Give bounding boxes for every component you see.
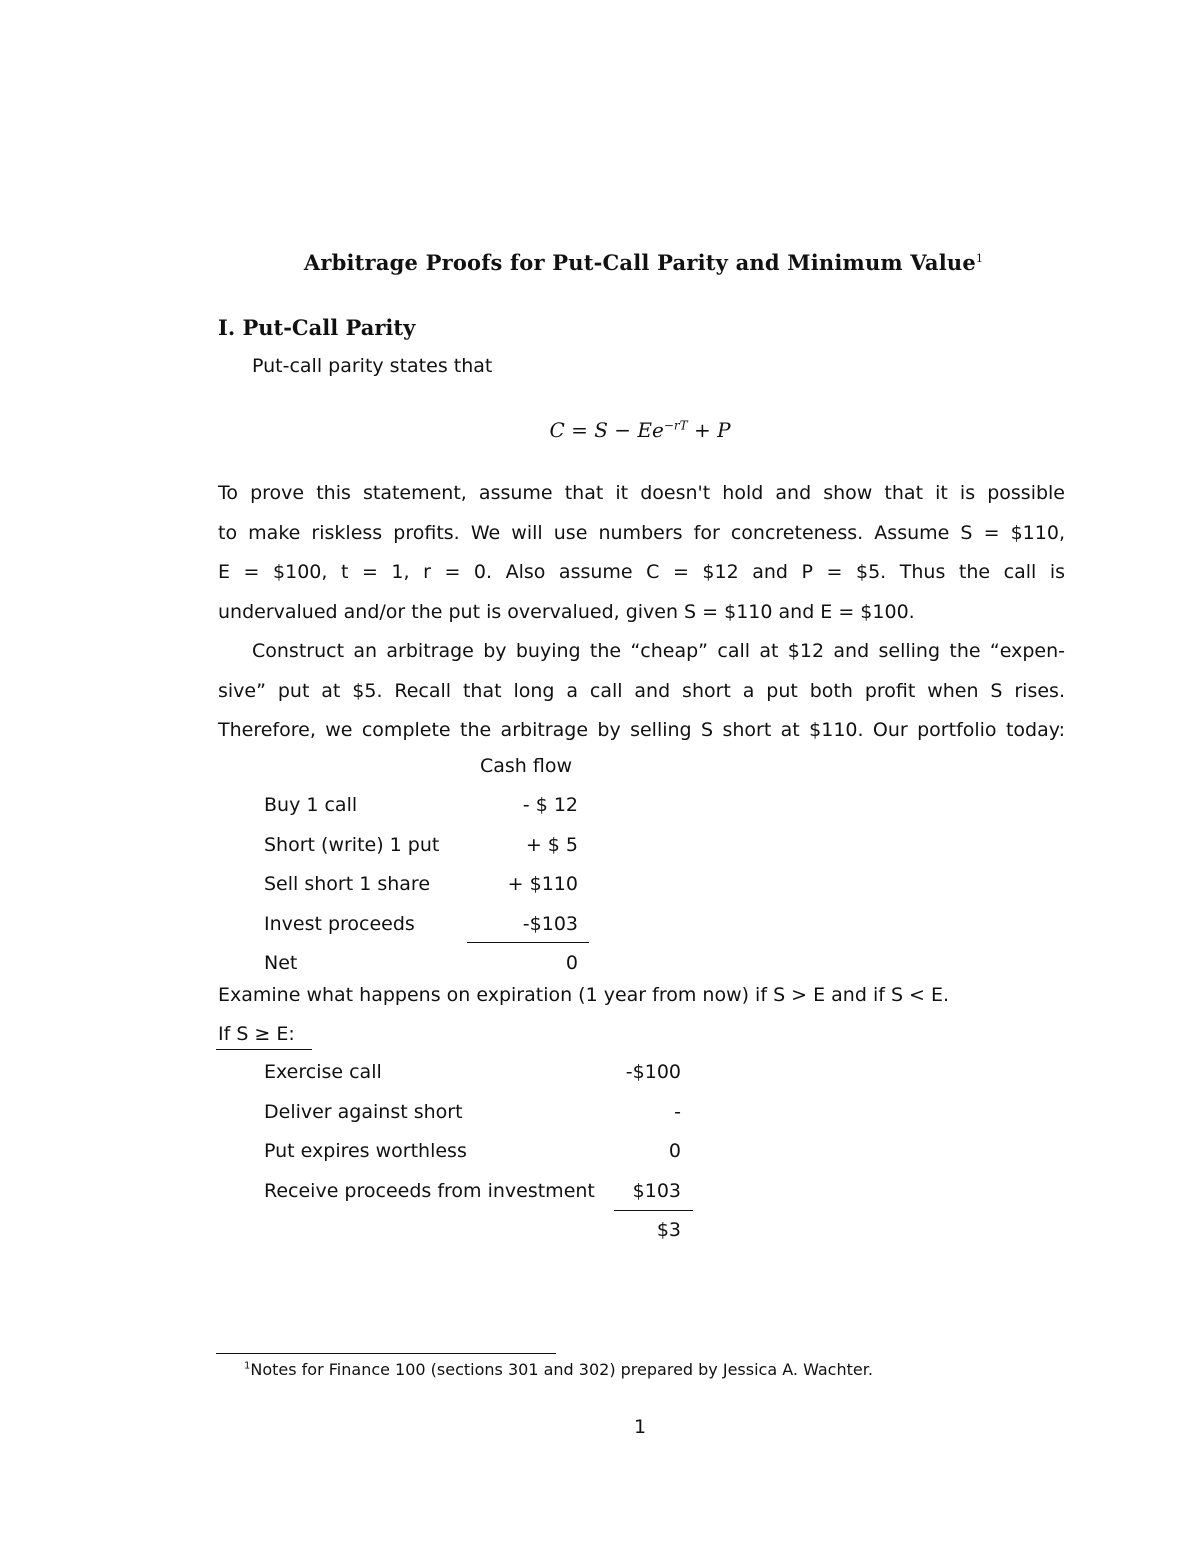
expiration-text: Examine what happens on expiration (1 year from now) if S > E and if S < E. (218, 984, 950, 1006)
footnote-mark: 1 (244, 1360, 251, 1372)
intro-text: Put-call parity states that (252, 355, 493, 377)
paragraph-line: Construct an arbitrage by buying the “cheap” call at $12 and selling the “expen- (252, 640, 1065, 662)
table-total-value: $3 (656, 1219, 681, 1241)
paragraph-line: sive” put at $5. Recall that long a call and short a put both profit when S rises. (218, 680, 1065, 702)
table-row-label: Net (264, 952, 298, 974)
sum-rule (467, 942, 589, 943)
sum-rule (614, 1210, 693, 1211)
paragraph-line: to make riskless profits. We will use numbers for concreteness. Assume S = $110, (218, 522, 1065, 544)
table-row-label: Sell short 1 share (264, 873, 431, 895)
table-row-value: - $ 12 (522, 794, 578, 816)
paragraph-line: E = $100, t = 1, r = 0. Also assume C = $12 and P = $5. Thus the call is (218, 561, 1065, 583)
table-row-label: Invest proceeds (264, 913, 415, 935)
table-row-label: Short (write) 1 put (264, 834, 440, 856)
footnote-rule (216, 1353, 556, 1354)
table-row-value: + $ 5 (525, 834, 578, 856)
footnote: $^1$Notes for Finance 100 (sections 301 and 302) prepared by Jessica A. Wachter. (244, 1360, 873, 1379)
table-row-value: $103 (632, 1180, 681, 1202)
table-row-value: + $110 (507, 873, 578, 895)
put-call-parity-formula: $C = S - Ee^{-rT} + P$ (549, 418, 731, 442)
table-row-value: 0 (668, 1140, 681, 1162)
paragraph-line: undervalued and/or the put is overvalued, given S = $110 and E = $100. (218, 601, 915, 623)
page-title: Arbitrage Proofs for Put-Call Parity and Minimum Value$^1$ (303, 250, 984, 275)
table-row-value: - (674, 1101, 681, 1123)
table-row-value: 0 (565, 952, 578, 974)
table-row-value: -$103 (522, 913, 578, 935)
table-row-label: Exercise call (264, 1061, 382, 1083)
case-heading: If S ≥ E: (218, 1023, 295, 1045)
title-footnote-mark: 1 (975, 252, 984, 265)
table-row-label: Receive proceeds from investment (264, 1180, 595, 1202)
table-row-label: Buy 1 call (264, 794, 358, 816)
table-header: Cash flow (480, 755, 573, 777)
page-number: 1 (633, 1416, 647, 1438)
table-row-label: Deliver against short (264, 1101, 463, 1123)
section-heading: I. Put-Call Parity (218, 315, 416, 340)
paragraph-line: Therefore, we complete the arbitrage by selling S short at $110. Our portfolio today: (218, 719, 1065, 741)
case-heading-underline (216, 1049, 312, 1050)
table-row-value: -$100 (625, 1061, 681, 1083)
table-row-label: Put expires worthless (264, 1140, 467, 1162)
paragraph-line: To prove this statement, assume that it doesn't hold and show that it is possible (218, 482, 1065, 504)
